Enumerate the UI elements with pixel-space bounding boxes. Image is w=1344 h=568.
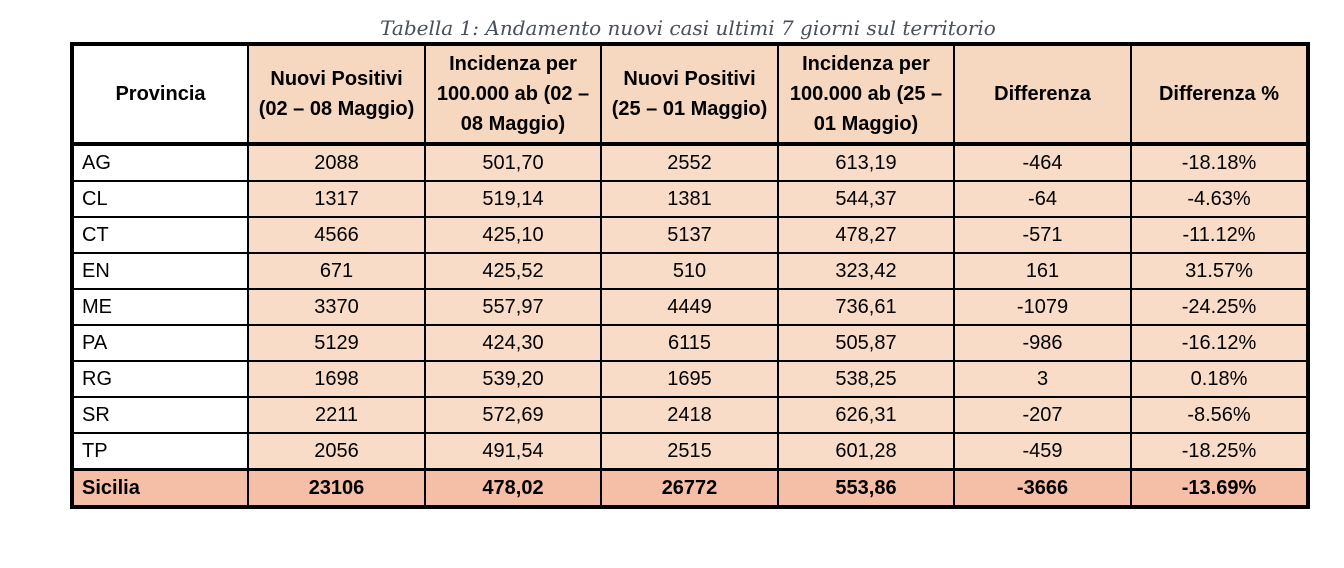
table-row (72, 325, 1308, 361)
cell-differenza: -571 (954, 217, 1131, 253)
cell-incidenza-previous: 538,25 (778, 361, 954, 397)
cell-differenza: -207 (954, 397, 1131, 433)
cell-incidenza-current: 572,69 (425, 397, 601, 433)
cell-provincia: CL (72, 181, 248, 217)
cell-provincia: AG (72, 144, 248, 181)
total-differenza: -3666 (954, 470, 1131, 508)
total-provincia: Sicilia (72, 470, 248, 508)
cell-nuovi-positivi-current: 1698 (248, 361, 425, 397)
total-incidenza-current: 478,02 (425, 470, 601, 508)
cell-differenza-percent: 0.18% (1131, 361, 1308, 397)
cell-provincia: EN (72, 253, 248, 289)
total-nuovi-positivi-current: 23106 (248, 470, 425, 508)
cell-incidenza-previous: 323,42 (778, 253, 954, 289)
cell-nuovi-positivi-previous: 2552 (601, 144, 778, 181)
table-row (72, 361, 1308, 397)
cell-incidenza-previous: 601,28 (778, 433, 954, 470)
cell-provincia: RG (72, 361, 248, 397)
cell-differenza: -64 (954, 181, 1131, 217)
cell-differenza: 3 (954, 361, 1131, 397)
cell-differenza: 161 (954, 253, 1131, 289)
table-row (72, 144, 1308, 181)
table-row (72, 433, 1308, 470)
cell-nuovi-positivi-current: 4566 (248, 217, 425, 253)
cell-provincia: SR (72, 397, 248, 433)
cases-table (70, 42, 1310, 509)
cell-differenza-percent: -16.12% (1131, 325, 1308, 361)
cell-differenza: -986 (954, 325, 1131, 361)
cell-nuovi-positivi-current: 2088 (248, 144, 425, 181)
cell-nuovi-positivi-previous: 4449 (601, 289, 778, 325)
cell-nuovi-positivi-previous: 2515 (601, 433, 778, 470)
cell-differenza-percent: -18.18% (1131, 144, 1308, 181)
header-nuovi-positivi-current: Nuovi Positivi (02 – 08 Maggio) (248, 44, 425, 144)
header-differenza: Differenza (954, 44, 1131, 144)
cell-provincia: CT (72, 217, 248, 253)
header-nuovi-positivi-previous: Nuovi Positivi (25 – 01 Maggio) (601, 44, 778, 144)
total-nuovi-positivi-previous: 26772 (601, 470, 778, 508)
cell-nuovi-positivi-previous: 5137 (601, 217, 778, 253)
cell-incidenza-current: 424,30 (425, 325, 601, 361)
cell-incidenza-current: 539,20 (425, 361, 601, 397)
cell-nuovi-positivi-current: 2211 (248, 397, 425, 433)
table-row (72, 217, 1308, 253)
cell-nuovi-positivi-previous: 6115 (601, 325, 778, 361)
header-incidenza-current: Incidenza per 100.000 ab (02 – 08 Maggio) (425, 44, 601, 144)
table-row (72, 397, 1308, 433)
cell-nuovi-positivi-current: 671 (248, 253, 425, 289)
header-row (72, 44, 1308, 144)
cell-differenza: -459 (954, 433, 1131, 470)
cell-incidenza-current: 491,54 (425, 433, 601, 470)
cell-nuovi-positivi-current: 5129 (248, 325, 425, 361)
cell-differenza-percent: 31.57% (1131, 253, 1308, 289)
cell-incidenza-previous: 505,87 (778, 325, 954, 361)
table-caption: Tabella 1: Andamento nuovi casi ultimi 7 giorni sul territorio (380, 16, 996, 40)
cell-incidenza-previous: 613,19 (778, 144, 954, 181)
cell-nuovi-positivi-current: 2056 (248, 433, 425, 470)
cell-differenza-percent: -18.25% (1131, 433, 1308, 470)
cell-incidenza-previous: 736,61 (778, 289, 954, 325)
cell-incidenza-current: 501,70 (425, 144, 601, 181)
cell-incidenza-current: 425,10 (425, 217, 601, 253)
cell-provincia: TP (72, 433, 248, 470)
cell-provincia: PA (72, 325, 248, 361)
cell-differenza-percent: -24.25% (1131, 289, 1308, 325)
cell-incidenza-previous: 626,31 (778, 397, 954, 433)
table-row (72, 181, 1308, 217)
cell-nuovi-positivi-previous: 1381 (601, 181, 778, 217)
cell-incidenza-previous: 478,27 (778, 217, 954, 253)
cell-incidenza-previous: 544,37 (778, 181, 954, 217)
cell-differenza: -464 (954, 144, 1131, 181)
header-incidenza-previous: Incidenza per 100.000 ab (25 – 01 Maggio) (778, 44, 954, 144)
cell-incidenza-current: 519,14 (425, 181, 601, 217)
cell-differenza: -1079 (954, 289, 1131, 325)
cell-nuovi-positivi-current: 3370 (248, 289, 425, 325)
cell-provincia: ME (72, 289, 248, 325)
header-provincia: Provincia (72, 44, 248, 144)
cell-incidenza-current: 425,52 (425, 253, 601, 289)
cell-nuovi-positivi-previous: 1695 (601, 361, 778, 397)
table-row (72, 289, 1308, 325)
header-differenza-percent: Differenza % (1131, 44, 1308, 144)
cell-differenza-percent: -11.12% (1131, 217, 1308, 253)
total-differenza-percent: -13.69% (1131, 470, 1308, 508)
cell-differenza-percent: -4.63% (1131, 181, 1308, 217)
cell-nuovi-positivi-current: 1317 (248, 181, 425, 217)
cell-differenza-percent: -8.56% (1131, 397, 1308, 433)
cell-nuovi-positivi-previous: 510 (601, 253, 778, 289)
cell-nuovi-positivi-previous: 2418 (601, 397, 778, 433)
table-row (72, 253, 1308, 289)
total-row (72, 470, 1308, 508)
cell-incidenza-current: 557,97 (425, 289, 601, 325)
total-incidenza-previous: 553,86 (778, 470, 954, 508)
